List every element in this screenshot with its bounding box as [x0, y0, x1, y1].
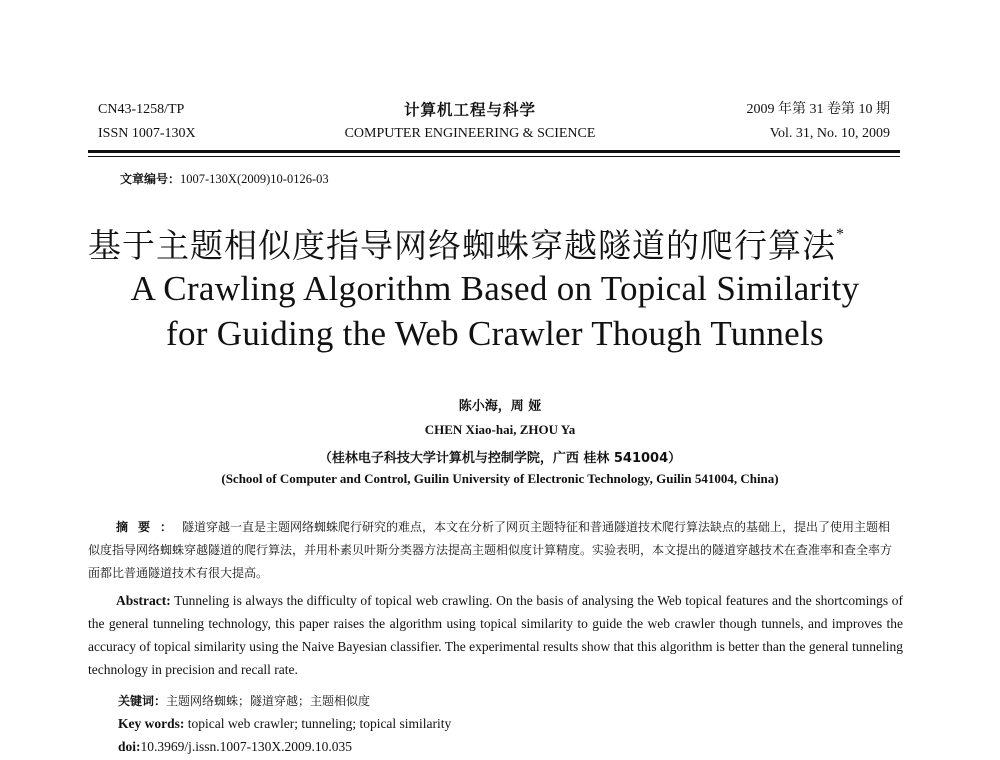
title-en-line2: for Guiding the Web Crawler Though Tunnels — [166, 314, 824, 353]
affiliation-cn: （桂林电子科技大学计算机与控制学院，广西 桂林 541004） — [318, 451, 682, 466]
doi-label: doi: — [118, 739, 141, 754]
journal-name-cn: 计算机工程与科学 — [403, 101, 536, 119]
authors-en: CHEN Xiao-hai, ZHOU Ya — [424, 422, 576, 437]
keywords-cn-text: 主题网络蜘蛛；隧道穿越；主题相似度 — [166, 694, 371, 708]
keywords-en — [118, 716, 451, 732]
abstract-cn-text: 隧道穿越一直是主题网络蜘蛛爬行研究的难点，本文在分析了网页主题特征和普通隧道技术爬行算法缺点的基础上，提出了使用主题相似度指导网络蜘蛛穿越隧道的爬行算法，并用朴素贝叶斯分类器方法提高主题相似度计算精度。实验表明，本文提出的隧道穿越技术在查准率和查全率方面都比普通隧道技术有很大提高。 — [88, 520, 893, 580]
article-number-label: 文章编号： — [120, 172, 181, 186]
doi-value: 10.3969/j.issn.1007-130X.2009.10.035 — [140, 739, 353, 754]
title-en — [70, 266, 920, 356]
abstract-cn — [88, 516, 900, 585]
keywords-cn — [118, 692, 370, 709]
abstract-cn-label: 摘要： — [116, 520, 183, 534]
header-rule-thick — [88, 150, 900, 153]
journal-codes — [98, 98, 196, 146]
abstract-en — [88, 589, 903, 681]
article-number-value: 1007-130X(2009)10-0126-03 — [180, 172, 329, 186]
doi — [118, 739, 352, 755]
affiliation-en: (School of Computer and Control, Guilin University of Electronic Technology, Guilin 541004, China) — [221, 471, 779, 486]
journal-name-en: COMPUTER ENGINEERING & SCIENCE — [344, 126, 596, 141]
abstract-en-text: Tunneling is always the difficulty of topical web crawling. On the basis of analysing the Web topical features and the shortcomings of the general tunneling technology, this paper raises the algorithm using topical similarity to guide the web crawler though tunnels, and improves the accuracy of topical similarity using the Naive Bayesian classifier. The experimental results show that this algorithm is better than the general tunneling technology in precision and recall rate. — [88, 593, 903, 677]
keywords-cn-label: 关键词： — [118, 694, 167, 708]
issue-info — [747, 98, 891, 146]
keywords-en-label: Key words: — [118, 716, 185, 731]
keywords-en-text: topical web crawler; tunneling; topical similarity — [184, 716, 452, 731]
issue-en: Vol. 31, No. 10, 2009 — [769, 126, 890, 141]
title-cn — [88, 220, 845, 267]
authors-cn: 陈小海，周 娅 — [458, 399, 542, 414]
title-cn-text: 基于主题相似度指导网络蜘蛛穿越隧道的爬行算法 — [88, 229, 836, 265]
header-rule-thin — [88, 156, 900, 157]
issn: ISSN 1007-130X — [98, 126, 196, 141]
abstract-en-label: Abstract: — [116, 593, 171, 608]
journal-name — [300, 98, 640, 146]
title-en-line1: A Crawling Algorithm Based on Topical Similarity — [130, 269, 860, 308]
cn-code: CN43-1258/TP — [98, 102, 185, 117]
article-number — [120, 170, 329, 187]
issue-cn: 2009 年第 31 卷第 10 期 — [746, 102, 890, 117]
title-footnote-marker: * — [836, 226, 845, 243]
